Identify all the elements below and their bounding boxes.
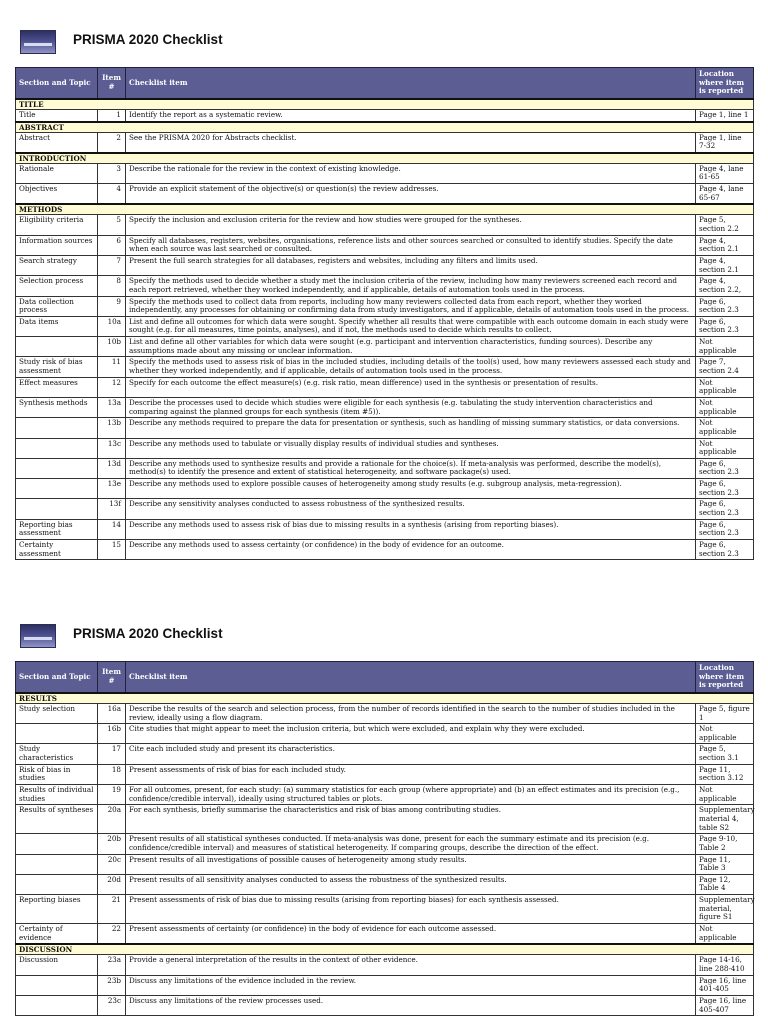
checklist-item-text: Describe any methods used to tabulate or visually display results of individual studies and syntheses. [126,438,696,458]
topic-cell: Reporting bias assessment [16,519,98,539]
table-row [16,995,754,1015]
checklist-item-text: Discuss any limitations of the review processes used. [126,995,696,1015]
section-row [16,122,754,133]
checklist-item-text: Provide an explicit statement of the objective(s) or question(s) the review addresses. [126,184,696,205]
checklist-item-text: Specify for each outcome the effect measure(s) (e.g. risk ratio, mean difference) used in the synthesis or presentation of results. [126,377,696,397]
item-number: 5 [98,215,126,235]
item-number: 18 [98,764,126,784]
topic-cell [16,724,98,744]
table-row [16,316,754,336]
location-cell: Page 6, section 2.3 [696,519,754,539]
location-cell: Page 4, section 2.1 [696,255,754,275]
location-cell: Not applicable [696,785,754,805]
checklist-item-text: Describe any methods used to synthesize results and provide a rationale for the choice(s). If meta-analysis was performed, describe the model(s), method(s) to identify the presence and extent of statistical heterogeneity, and software package(s) used. [126,458,696,478]
table-row [16,975,754,995]
topic-cell: Certainty of evidence [16,924,98,945]
checklist-item-text: Specify the inclusion and exclusion criteria for the review and how studies were grouped for the syntheses. [126,215,696,235]
item-number: 4 [98,184,126,205]
topic-cell: Discussion [16,955,98,975]
location-cell: Page 16, line 405-407 [696,995,754,1015]
checklist-item-text: List and define all outcomes for which data were sought. Specify whether all results that were compatible with each outcome domain in each study were sought (e.g. for all measures, time points, analyses), and if not, the methods used to decide which results to collect. [126,316,696,336]
prisma-logo-icon [20,624,56,648]
section-row [16,944,754,955]
item-number: 8 [98,276,126,296]
topic-cell [16,337,98,357]
table-row [16,276,754,296]
item-number: 10a [98,316,126,336]
checklist-item-text: Present results of all investigations of possible causes of heterogeneity among study results. [126,854,696,874]
item-number: 23a [98,955,126,975]
header-location: Location where item is reported [696,662,754,693]
checklist-item-text: Identify the report as a systematic review. [126,109,696,121]
table-header-row [16,68,754,99]
table-body [16,99,754,560]
table-row [16,377,754,397]
location-cell: Page 5, section 2.2 [696,215,754,235]
topic-cell: Data collection process [16,296,98,316]
topic-cell [16,499,98,519]
checklist-item-text: Present results of all sensitivity analyses conducted to assess the robustness of the synthesized results. [126,874,696,894]
location-cell: Not applicable [696,438,754,458]
topic-cell: Results of syntheses [16,805,98,834]
table-row [16,724,754,744]
table-row [16,357,754,377]
checklist-item-text: Present the full search strategies for all databases, registers and websites, including any filters and limits used. [126,255,696,275]
topic-cell: Synthesis methods [16,397,98,417]
table-row [16,184,754,205]
topic-cell [16,834,98,854]
checklist-item-text: Present assessments of risk of bias due to missing results (arising from reporting biases) for each synthesis assessed. [126,895,696,924]
location-cell: Not applicable [696,397,754,417]
table-row [16,438,754,458]
item-number: 13d [98,458,126,478]
checklist-item-text: Present assessments of risk of bias for each included study. [126,764,696,784]
table-body [16,693,754,1016]
item-number: 12 [98,377,126,397]
topic-cell: Eligibility criteria [16,215,98,235]
item-number: 23b [98,975,126,995]
location-cell: Not applicable [696,418,754,438]
page-header [0,0,768,60]
topic-cell: Title [16,109,98,121]
table-row [16,499,754,519]
prisma-logo-icon [20,30,56,54]
topic-cell: Risk of bias in studies [16,764,98,784]
table-row [16,805,754,834]
location-cell: Page 12, Table 4 [696,874,754,894]
header-item: Item # [98,662,126,693]
table-row [16,109,754,121]
table-row [16,397,754,417]
checklist-item-text: See the PRISMA 2020 for Abstracts checklist. [126,132,696,153]
location-cell: Page 5, figure 1 [696,703,754,723]
location-cell: Page 4, lane 61-65 [696,163,754,183]
item-number: 14 [98,519,126,539]
table-row [16,215,754,235]
location-cell: Page 6, section 2.3 [696,499,754,519]
table-row [16,834,754,854]
item-number: 23c [98,995,126,1015]
topic-cell: Selection process [16,276,98,296]
checklist-item-text: Describe any methods required to prepare the data for presentation or synthesis, such as handling of missing summary statistics, or data conversions. [126,418,696,438]
item-number: 9 [98,296,126,316]
location-cell: Page 4, section 2.1 [696,235,754,255]
item-number: 22 [98,924,126,945]
table-row [16,895,754,924]
location-cell: Page 9-10, Table 2 [696,834,754,854]
table-row [16,539,754,559]
location-cell: Page 6, section 2.3 [696,458,754,478]
item-number: 11 [98,357,126,377]
checklist-item-text: Specify the methods used to assess risk of bias in the included studies, including details of the tool(s) used, how many reviewers assessed each study and whether they worked independently, and if applicable, details of automation tools used in the process. [126,357,696,377]
table-row [16,132,754,153]
item-number: 10b [98,337,126,357]
table-row [16,235,754,255]
header-checklist: Checklist item [126,662,696,693]
location-cell: Page 4, lane 65-67 [696,184,754,205]
location-cell: Page 14-16, line 288-410 [696,955,754,975]
topic-cell [16,874,98,894]
table-row [16,744,754,764]
location-cell: Not applicable [696,924,754,945]
page-title: PRISMA 2020 Checklist [73,626,223,641]
checklist-item-text: Discuss any limitations of the evidence included in the review. [126,975,696,995]
item-number: 13b [98,418,126,438]
topic-cell: Reporting biases [16,895,98,924]
item-number: 21 [98,895,126,924]
table-row [16,703,754,723]
page-title: PRISMA 2020 Checklist [73,32,223,47]
checklist-item-text: Describe any methods used to explore possible causes of heterogeneity among study results (e.g. subgroup analysis, meta-regression). [126,479,696,499]
checklist-item-text: Present results of all statistical syntheses conducted. If meta-analysis was done, present for each the summary estimate and its precision (e.g. confidence/credible interval) and measures of statistical heterogeneity. If comparing groups, describe the direction of the effect. [126,834,696,854]
item-number: 20a [98,805,126,834]
checklist-item-text: For all outcomes, present, for each study: (a) summary statistics for each group (where appropriate) and (b) an effect estimates and its precision (e.g., confidence/credible interval), ideally using structured tables or plots. [126,785,696,805]
location-cell: Not applicable [696,377,754,397]
item-number: 3 [98,163,126,183]
section-title: TITLE [16,99,754,110]
item-number: 20d [98,874,126,894]
topic-cell: Abstract [16,132,98,153]
section-row [16,204,754,215]
location-cell: Page 16, line 401-405 [696,975,754,995]
table-row [16,874,754,894]
location-cell: Page 11, Table 3 [696,854,754,874]
checklist-item-text: Describe the rationale for the review in the context of existing knowledge. [126,163,696,183]
section-row [16,153,754,164]
table-row [16,337,754,357]
topic-cell: Study selection [16,703,98,723]
location-cell: Page 1, line 7-32 [696,132,754,153]
location-cell: Not applicable [696,724,754,744]
table-row [16,163,754,183]
checklist-item-text: Specify all databases, registers, websites, organisations, reference lists and other sources searched or consulted to identify studies. Specify the date when each source was last searched or consulted. [126,235,696,255]
table-row [16,296,754,316]
item-number: 16b [98,724,126,744]
topic-cell: Rationale [16,163,98,183]
item-number: 13c [98,438,126,458]
item-number: 15 [98,539,126,559]
page-header [0,594,768,654]
topic-cell: Results of individual studies [16,785,98,805]
table-row [16,955,754,975]
checklist-item-text: Describe the processes used to decide which studies were eligible for each synthesis (e.g. tabulating the study intervention characteristics and comparing against the planned groups for each synthesis (item #5)). [126,397,696,417]
topic-cell: Objectives [16,184,98,205]
topic-cell: Study characteristics [16,744,98,764]
header-section: Section and Topic [16,662,98,693]
item-number: 17 [98,744,126,764]
location-cell: Supplementary material, figure S1 [696,895,754,924]
section-title: METHODS [16,204,754,215]
header-location: Location where item is reported [696,68,754,99]
section-row [16,99,754,110]
topic-cell: Information sources [16,235,98,255]
item-number: 7 [98,255,126,275]
checklist-item-text: Describe any sensitivity analyses conducted to assess robustness of the synthesized results. [126,499,696,519]
checklist-table [15,661,754,1016]
checklist-item-text: Describe the results of the search and selection process, from the number of records identified in the search to the number of studies included in the review, ideally using a flow diagram. [126,703,696,723]
section-title: RESULTS [16,693,754,704]
table-row [16,458,754,478]
location-cell: Page 4, section 2.2, [696,276,754,296]
location-cell: Page 7, section 2.4 [696,357,754,377]
checklist-table [15,67,754,560]
header-section: Section and Topic [16,68,98,99]
topic-cell [16,458,98,478]
topic-cell [16,479,98,499]
checklist-item-text: List and define all other variables for which data were sought (e.g. participant and intervention characteristics, funding sources). Describe any assumptions made about any missing or unclear information. [126,337,696,357]
location-cell: Page 6, section 2.3 [696,539,754,559]
item-number: 13e [98,479,126,499]
topic-cell: Certainty assessment [16,539,98,559]
header-checklist: Checklist item [126,68,696,99]
item-number: 20b [98,834,126,854]
item-number: 19 [98,785,126,805]
location-cell: Page 6, section 2.3 [696,316,754,336]
item-number: 2 [98,132,126,153]
item-number: 1 [98,109,126,121]
header-item: Item # [98,68,126,99]
table-row [16,764,754,784]
table-row [16,854,754,874]
table-row [16,924,754,945]
topic-cell [16,438,98,458]
topic-cell [16,854,98,874]
checklist-item-text: Cite each included study and present its characteristics. [126,744,696,764]
checklist-item-text: Describe any methods used to assess risk of bias due to missing results in a synthesis (arising from reporting biases). [126,519,696,539]
item-number: 13a [98,397,126,417]
topic-cell: Study risk of bias assessment [16,357,98,377]
checklist-item-text: Specify the methods used to decide whether a study met the inclusion criteria of the review, including how many reviewers screened each record and each report retrieved, whether they worked independently, and if applicable, details of automation tools used in the process. [126,276,696,296]
checklist-item-text: Specify the methods used to collect data from reports, including how many reviewers collected data from each report, whether they worked independently, any processes for obtaining or confirming data from study investigators, and if applicable, details of automation tools used in the process. [126,296,696,316]
topic-cell [16,975,98,995]
item-number: 6 [98,235,126,255]
item-number: 16a [98,703,126,723]
topic-cell [16,995,98,1015]
checklist-item-text: For each synthesis, briefly summarise the characteristics and risk of bias among contributing studies. [126,805,696,834]
checklist-item-text: Cite studies that might appear to meet the inclusion criteria, but which were excluded, and explain why they were excluded. [126,724,696,744]
section-title: DISCUSSION [16,944,754,955]
location-cell: Not applicable [696,337,754,357]
location-cell: Supplementary material 4, table S2 [696,805,754,834]
table-row [16,418,754,438]
location-cell: Page 5, section 3.1 [696,744,754,764]
table-row [16,479,754,499]
topic-cell: Effect measures [16,377,98,397]
table-row [16,785,754,805]
item-number: 13f [98,499,126,519]
checklist-item-text: Present assessments of certainty (or confidence) in the body of evidence for each outcome assessed. [126,924,696,945]
section-title: INTRODUCTION [16,153,754,164]
location-cell: Page 6, section 2.3 [696,479,754,499]
section-title: ABSTRACT [16,122,754,133]
location-cell: Page 11, section 3.12 [696,764,754,784]
topic-cell [16,418,98,438]
table-row [16,519,754,539]
topic-cell: Data items [16,316,98,336]
location-cell: Page 1, line 1 [696,109,754,121]
checklist-page-2 [0,594,768,1014]
item-number: 20c [98,854,126,874]
topic-cell: Search strategy [16,255,98,275]
location-cell: Page 6, section 2.3 [696,296,754,316]
section-row [16,693,754,704]
table-row [16,255,754,275]
checklist-item-text: Describe any methods used to assess certainty (or confidence) in the body of evidence for an outcome. [126,539,696,559]
checklist-item-text: Provide a general interpretation of the results in the context of other evidence. [126,955,696,975]
table-header-row [16,662,754,693]
